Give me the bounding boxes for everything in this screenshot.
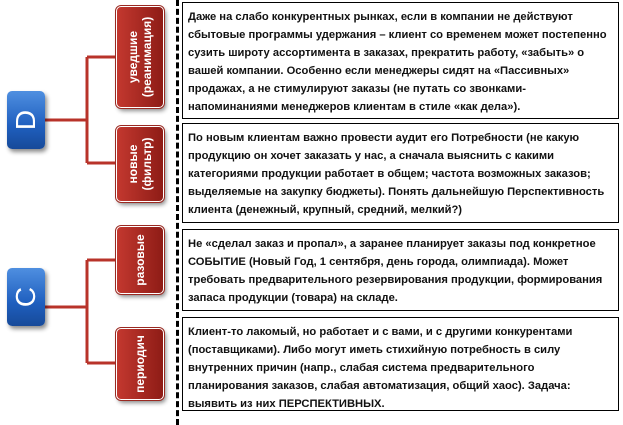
description-cell-periodic [182, 317, 619, 411]
tag-lapsed-box [116, 6, 164, 108]
category-c-box [7, 268, 45, 326]
tag-new-line2: (фильтр) [140, 137, 154, 191]
description-text-new: По новым клиентам важно провести аудит его Потребности (не какую продукцию он хочет заказать у нас, а сначала выяснить с какими категориями продукции работает в общем; частота возможных заказов; выделяемые на закупку бюджеты). Понять дальнейшую Перспективность клиента (денежный, крупный, средний, мелкий?) [188, 132, 605, 216]
tag-lapsed-line2: (реанимация) [140, 16, 154, 98]
tag-one-time-box [116, 226, 164, 294]
tag-periodic-box [116, 328, 164, 400]
dashed-divider [176, 0, 179, 425]
tag-new-box [116, 126, 164, 202]
tag-lapsed-text [126, 17, 154, 97]
category-d-label: D [9, 109, 41, 131]
tag-periodic-text [133, 335, 147, 393]
description-text-periodic: Клиент-то лакомый, но работает и с вами, и с другими конкурентами (поставщиками). Либо могут иметь стихийную потребность в силу внутренних причин (напр., слабая система предварительного планирования заказов, слабая автоматизация, общий хаос). Задача: выявить из них ПЕРСПЕКТИВНЫХ. [188, 326, 573, 410]
category-c-label: C [9, 286, 41, 308]
tag-new-line1: новые [126, 144, 140, 184]
category-d-box [7, 91, 45, 149]
description-cell-one-time [182, 229, 619, 311]
description-text-one-time: Не «сделал заказ и пропал», а заранее планирует заказы под конкретное СОБЫТИЕ (Новый Год, 1 сентября, день города, олимпиада). Может требовать предварительного резервирования продукции, формирования запаса продукции (товара) на складе. [188, 238, 603, 304]
tag-one-time-line1: разовые [133, 234, 147, 286]
description-cell-lapsed [182, 2, 619, 119]
description-cell-new [182, 123, 619, 223]
tag-one-time-text [133, 234, 147, 285]
tag-new-text [126, 137, 154, 190]
tag-lapsed-line1: уведшие [126, 30, 140, 84]
description-text-lapsed: Даже на слабо конкурентных рынках, если в компании не действуют сбытовые программы удержания – клиент со временем может постепенно сузить широту ассортимента в заказах, прекратить работу, «забыть» о вашей компании. Особенно если менеджеры сидят на «Пассивных» продажах, а не стимулируют заказы (не путать со звонками-напоминаниями менеджеров клиентам в стиле «как дела»). [188, 11, 607, 113]
tag-periodic-line1: периодич [133, 335, 147, 393]
